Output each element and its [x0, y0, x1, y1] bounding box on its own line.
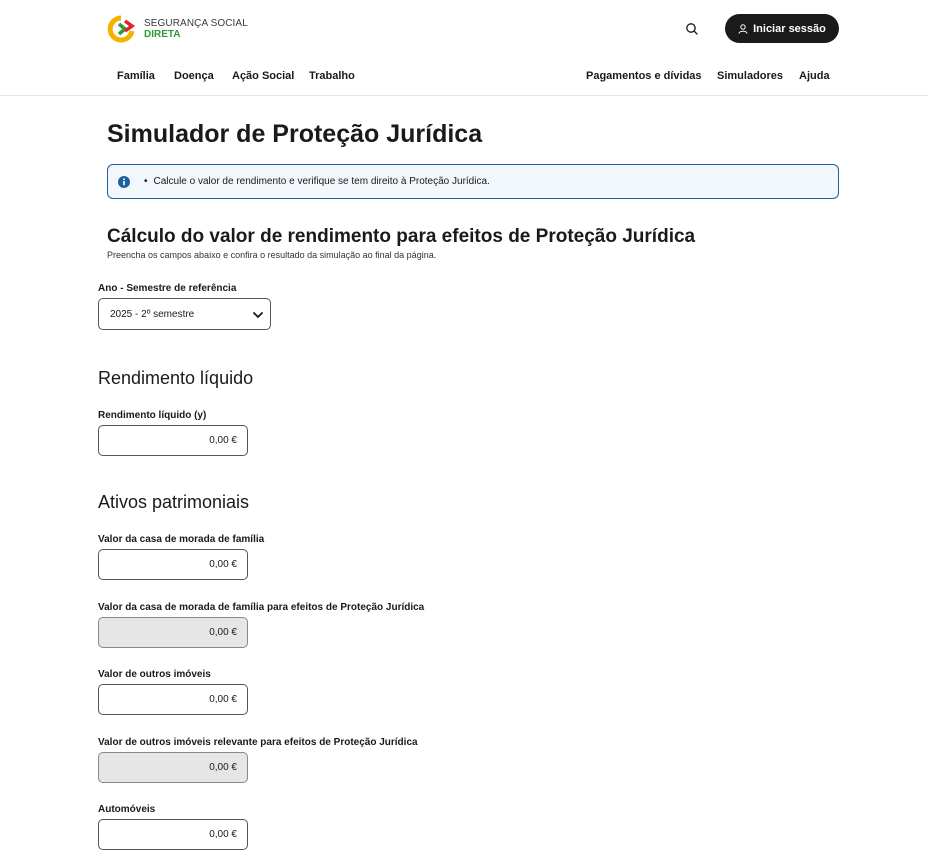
chevron-down-icon — [252, 310, 264, 320]
user-icon — [738, 24, 748, 34]
login-button[interactable] — [725, 14, 839, 43]
page-title: Simulador de Proteção Jurídica — [107, 120, 483, 148]
family-home-legal-value-field: 0,00 € — [98, 617, 248, 648]
logo-text — [144, 19, 248, 40]
info-bullet: • — [144, 176, 148, 187]
search-icon — [684, 21, 700, 37]
nav-item-pagamentos[interactable]: Pagamentos e dívidas — [586, 70, 702, 82]
nav-item-trabalho[interactable]: Trabalho — [309, 70, 355, 82]
other-properties-value-label: Valor de outros imóveis — [98, 669, 211, 680]
nav-item-familia[interactable]: Família — [117, 70, 155, 82]
automobiles-label: Automóveis — [98, 804, 156, 815]
automobiles-input[interactable]: 0,00 € — [98, 819, 248, 850]
other-properties-legal-value-field: 0,00 € — [98, 752, 248, 783]
info-banner — [107, 164, 839, 199]
login-button-label: Iniciar sessão — [753, 22, 826, 35]
logo-line1: SEGURANÇA SOCIAL — [144, 17, 248, 29]
logo-line2: DIRETA — [144, 28, 181, 40]
calc-section-title: Cálculo do valor de rendimento para efeitos de Proteção Jurídica — [107, 226, 696, 247]
nav-item-doenca[interactable]: Doença — [174, 70, 214, 82]
search-button[interactable] — [684, 21, 700, 37]
info-text: Calcule o valor de rendimento e verifique se tem direito à Proteção Jurídica. — [153, 176, 490, 187]
info-icon — [118, 176, 130, 188]
nav-item-acao-social[interactable]: Ação Social — [232, 70, 295, 82]
net-income-label: Rendimento líquido (y) — [98, 410, 207, 421]
family-home-value-input[interactable]: 0,00 € — [98, 549, 248, 580]
income-group-title: Rendimento líquido — [98, 368, 254, 388]
seguranca-social-logo-icon — [107, 15, 137, 43]
family-home-value-label: Valor da casa de morada de família — [98, 534, 265, 545]
site-header — [0, 0, 928, 96]
other-properties-legal-value-label: Valor de outros imóveis relevante para efeitos de Proteção Jurídica — [98, 737, 418, 748]
year-semester-label: Ano - Semestre de referência — [98, 283, 237, 294]
site-logo[interactable] — [107, 15, 248, 43]
year-semester-select[interactable] — [98, 298, 271, 330]
nav-item-ajuda[interactable]: Ajuda — [799, 70, 830, 82]
nav-item-simuladores[interactable]: Simuladores — [717, 70, 784, 82]
family-home-legal-value-label: Valor da casa de morada de família para efeitos de Proteção Jurídica — [98, 602, 425, 613]
net-income-input[interactable]: 0,00 € — [98, 425, 248, 456]
other-properties-value-input[interactable]: 0,00 € — [98, 684, 248, 715]
assets-group-title: Ativos patrimoniais — [98, 492, 250, 512]
year-semester-value: 2025 - 2º semestre — [110, 308, 195, 320]
calc-section-subtitle: Preencha os campos abaixo e confira o resultado da simulação ao final da página. — [107, 250, 437, 260]
